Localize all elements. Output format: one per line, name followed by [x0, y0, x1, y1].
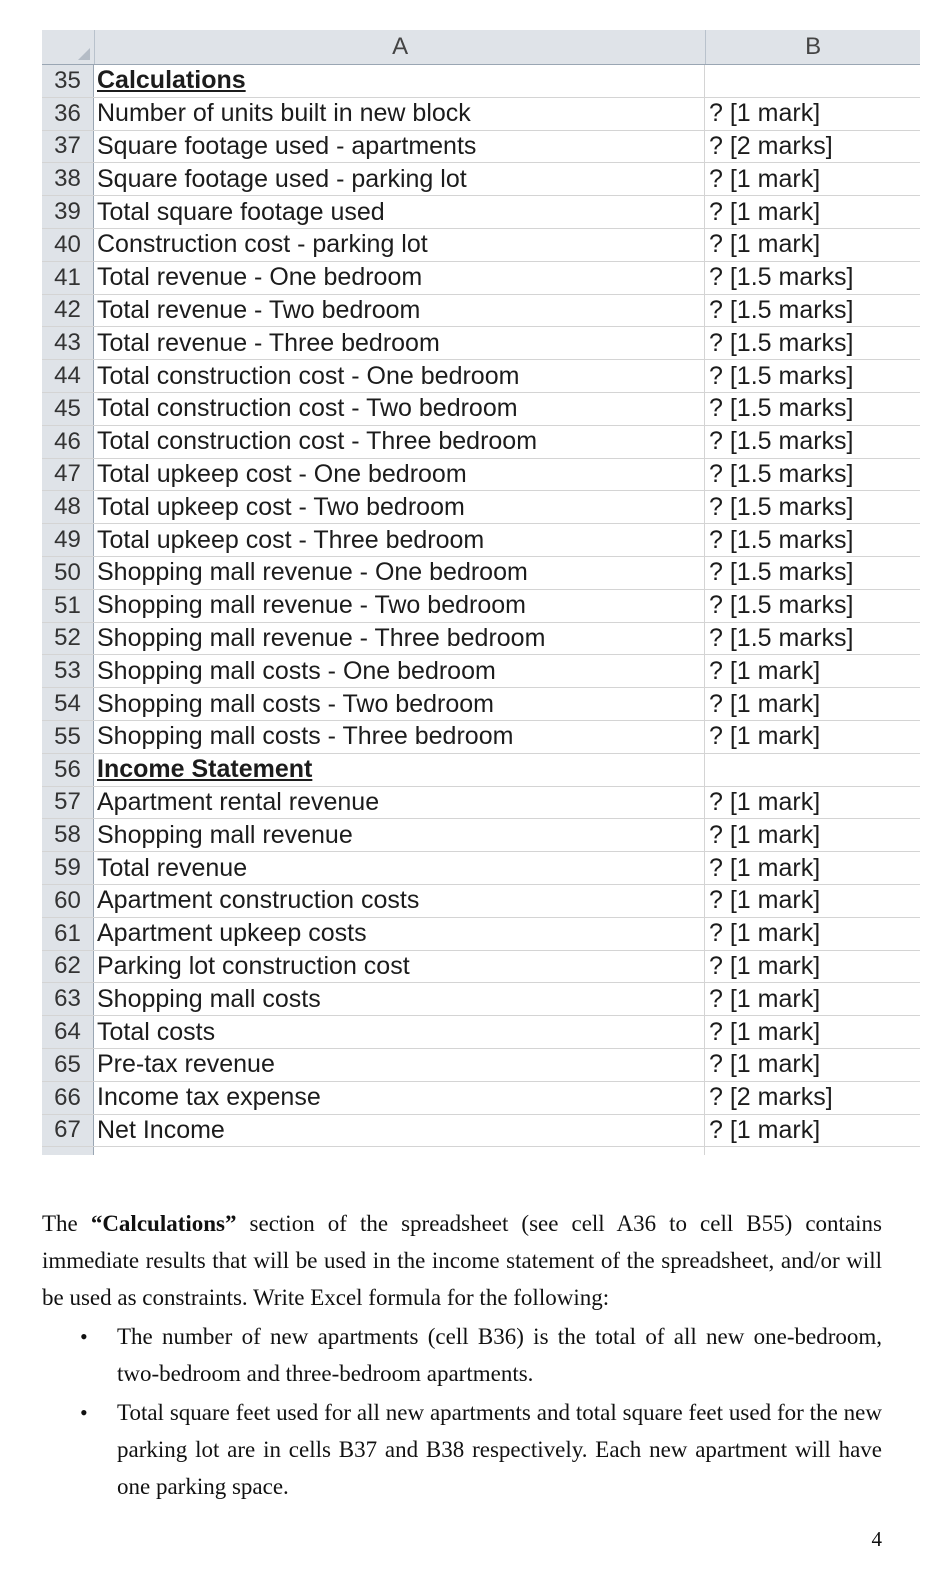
- table-row: [42, 491, 920, 524]
- value-cell[interactable]: ? [1 mark]: [709, 164, 821, 193]
- value-cell[interactable]: ? [1 mark]: [709, 230, 821, 259]
- value-cell[interactable]: [705, 65, 919, 97]
- value-cell[interactable]: ? [1 mark]: [709, 1050, 821, 1079]
- label-cell[interactable]: Apartment upkeep costs: [94, 918, 705, 950]
- value-cell[interactable]: ? [1.5 marks]: [709, 492, 854, 521]
- value-cell[interactable]: ? [1 mark]: [709, 787, 821, 816]
- row-header[interactable]: 57: [42, 787, 94, 819]
- table-row: [42, 1049, 920, 1082]
- row-header[interactable]: 54: [42, 688, 94, 720]
- label-cell[interactable]: Shopping mall costs: [94, 983, 705, 1015]
- spreadsheet-rows: [42, 65, 920, 1147]
- cell-filler: [705, 1147, 919, 1155]
- row-header[interactable]: 38: [42, 163, 94, 195]
- label-cell[interactable]: Apartment construction costs: [94, 885, 705, 917]
- value-cell[interactable]: ? [1.5 marks]: [709, 361, 854, 390]
- label-cell[interactable]: Total construction cost - Two bedroom: [94, 393, 705, 425]
- table-row: [42, 951, 920, 984]
- value-cell[interactable]: ? [1.5 marks]: [709, 263, 854, 292]
- label-cell[interactable]: Shopping mall revenue - Two bedroom: [94, 590, 705, 622]
- table-row: [42, 819, 920, 852]
- value-cell[interactable]: ? [1 mark]: [709, 919, 821, 948]
- row-header[interactable]: 39: [42, 196, 94, 228]
- table-row: [42, 721, 920, 754]
- table-row: [42, 327, 920, 360]
- row-header[interactable]: 36: [42, 98, 94, 130]
- row-header[interactable]: 35: [42, 65, 94, 97]
- label-cell[interactable]: Shopping mall revenue - One bedroom: [94, 557, 705, 589]
- row-header[interactable]: 43: [42, 327, 94, 359]
- value-cell[interactable]: ? [1.5 marks]: [709, 623, 854, 652]
- select-all-triangle-icon: [78, 48, 90, 60]
- value-cell[interactable]: ? [1.5 marks]: [709, 427, 854, 456]
- table-row: [42, 98, 920, 131]
- table-row: [42, 557, 920, 590]
- value-cell[interactable]: ? [1.5 marks]: [709, 328, 854, 357]
- column-header-b[interactable]: B: [805, 33, 822, 60]
- table-row: [42, 754, 920, 787]
- row-header[interactable]: 44: [42, 360, 94, 392]
- label-cell[interactable]: Net Income: [94, 1115, 705, 1147]
- table-row: [42, 393, 920, 426]
- value-cell[interactable]: ? [1.5 marks]: [709, 558, 854, 587]
- row-header[interactable]: 45: [42, 393, 94, 425]
- row-header[interactable]: 60: [42, 885, 94, 917]
- table-row: [42, 524, 920, 557]
- intro-bold-term: “Calculations”: [90, 1211, 237, 1236]
- label-cell[interactable]: Square footage used - apartments: [94, 131, 705, 163]
- label-cell[interactable]: Construction cost - parking lot: [94, 229, 705, 261]
- page-number: 4: [871, 1527, 882, 1551]
- row-header[interactable]: 48: [42, 491, 94, 523]
- label-cell[interactable]: Number of units built in new block: [94, 98, 705, 130]
- select-all-corner[interactable]: [42, 30, 95, 64]
- row-header[interactable]: 40: [42, 229, 94, 261]
- value-cell[interactable]: ? [1.5 marks]: [709, 591, 854, 620]
- row-header[interactable]: 41: [42, 262, 94, 294]
- intro-suffix: section of the spreadsheet (see cell A36 to cell B55) contains immediate results that will be used in the income statement of the spreadsheet, and/or will be used as constraints. Write Excel formula for the following:: [42, 1211, 882, 1310]
- table-row: [42, 65, 920, 98]
- row-header[interactable]: 53: [42, 655, 94, 687]
- bullet-icon: •: [80, 1324, 88, 1349]
- value-cell[interactable]: ? [1.5 marks]: [709, 394, 854, 423]
- label-cell[interactable]: Total revenue: [94, 852, 705, 884]
- list-item-text: The number of new apartments (cell B36) is the total of all new one-bedroom, two-bedroom and three-bedroom apartments.: [117, 1324, 882, 1386]
- table-row: [42, 655, 920, 688]
- row-header[interactable]: 51: [42, 590, 94, 622]
- table-row: [42, 623, 920, 656]
- row-header-filler: [42, 1147, 94, 1155]
- value-cell[interactable]: ? [1 mark]: [709, 689, 821, 718]
- table-row: [42, 852, 920, 885]
- label-cell[interactable]: Total costs: [94, 1016, 705, 1048]
- row-header[interactable]: 55: [42, 721, 94, 753]
- label-cell[interactable]: Total construction cost - Three bedroom: [94, 426, 705, 458]
- column-header-a[interactable]: A: [95, 30, 706, 64]
- value-cell[interactable]: ? [1 mark]: [709, 722, 821, 751]
- label-cell[interactable]: Total revenue - Two bedroom: [94, 295, 705, 327]
- label-cell[interactable]: Total upkeep cost - One bedroom: [94, 459, 705, 491]
- table-row: [42, 1016, 920, 1049]
- label-cell[interactable]: Total square footage used: [94, 196, 705, 228]
- document-body: [42, 1205, 882, 1505]
- row-header[interactable]: 52: [42, 623, 94, 655]
- table-row: [42, 360, 920, 393]
- value-cell[interactable]: ? [1 mark]: [709, 197, 821, 226]
- column-header-row: [42, 30, 920, 65]
- value-cell[interactable]: ? [1.5 marks]: [709, 459, 854, 488]
- section-heading-cell[interactable]: Calculations: [94, 65, 705, 97]
- value-cell[interactable]: ? [1.5 marks]: [709, 525, 854, 554]
- bullet-icon: •: [80, 1400, 88, 1425]
- row-header[interactable]: 63: [42, 983, 94, 1015]
- label-cell[interactable]: Total revenue - One bedroom: [94, 262, 705, 294]
- table-row: [42, 787, 920, 820]
- intro-prefix: The: [42, 1211, 91, 1236]
- table-row: [42, 229, 920, 262]
- cell-filler: [94, 1147, 705, 1155]
- label-cell[interactable]: Shopping mall revenue - Three bedroom: [94, 623, 705, 655]
- table-row: [42, 1115, 920, 1148]
- value-cell[interactable]: ? [1 mark]: [709, 886, 821, 915]
- label-cell[interactable]: Apartment rental revenue: [94, 787, 705, 819]
- label-cell[interactable]: Square footage used - parking lot: [94, 163, 705, 195]
- table-row: [42, 983, 920, 1016]
- table-row: [42, 918, 920, 951]
- spreadsheet-bottom-edge: [42, 1147, 920, 1155]
- value-cell[interactable]: ? [2 marks]: [709, 131, 833, 160]
- label-cell[interactable]: Income tax expense: [94, 1082, 705, 1114]
- value-cell[interactable]: [705, 754, 919, 786]
- table-row: [42, 885, 920, 918]
- row-header[interactable]: 65: [42, 1049, 94, 1081]
- value-cell[interactable]: ? [1 mark]: [709, 984, 821, 1013]
- table-row: [42, 163, 920, 196]
- row-header[interactable]: 67: [42, 1115, 94, 1147]
- row-header[interactable]: 50: [42, 557, 94, 589]
- value-cell[interactable]: ? [2 marks]: [709, 1083, 833, 1112]
- row-header[interactable]: 49: [42, 524, 94, 556]
- value-cell[interactable]: ? [1.5 marks]: [709, 295, 854, 324]
- value-cell[interactable]: ? [1 mark]: [709, 853, 821, 882]
- table-row: [42, 688, 920, 721]
- value-cell[interactable]: ? [1 mark]: [709, 656, 821, 685]
- table-row: [42, 1082, 920, 1115]
- value-cell[interactable]: ? [1 mark]: [709, 1017, 821, 1046]
- row-header[interactable]: 46: [42, 426, 94, 458]
- row-header[interactable]: 64: [42, 1016, 94, 1048]
- value-cell[interactable]: ? [1 mark]: [709, 1115, 821, 1144]
- spreadsheet: [42, 30, 920, 1155]
- table-row: [42, 131, 920, 164]
- row-header[interactable]: 61: [42, 918, 94, 950]
- label-cell[interactable]: Pre-tax revenue: [94, 1049, 705, 1081]
- row-header[interactable]: 62: [42, 951, 94, 983]
- label-cell[interactable]: Parking lot construction cost: [94, 951, 705, 983]
- label-cell[interactable]: Total upkeep cost - Two bedroom: [94, 491, 705, 523]
- label-cell[interactable]: Total construction cost - One bedroom: [94, 360, 705, 392]
- table-row: [42, 196, 920, 229]
- label-cell[interactable]: Total revenue - Three bedroom: [94, 327, 705, 359]
- row-header[interactable]: 37: [42, 131, 94, 163]
- section-heading-cell[interactable]: Income Statement: [94, 754, 705, 786]
- row-header[interactable]: 58: [42, 819, 94, 851]
- row-header[interactable]: 47: [42, 459, 94, 491]
- value-cell[interactable]: ? [1 mark]: [709, 951, 821, 980]
- table-row: [42, 459, 920, 492]
- value-cell[interactable]: ? [1 mark]: [709, 820, 821, 849]
- table-row: [42, 262, 920, 295]
- row-header[interactable]: 66: [42, 1082, 94, 1114]
- label-cell[interactable]: Shopping mall costs - Two bedroom: [94, 688, 705, 720]
- intro-paragraph: [42, 1205, 882, 1316]
- table-row: [42, 295, 920, 328]
- row-header[interactable]: 59: [42, 852, 94, 884]
- list-item: [42, 1394, 882, 1505]
- row-header[interactable]: 42: [42, 295, 94, 327]
- instruction-list: [42, 1318, 882, 1505]
- label-cell[interactable]: Shopping mall revenue: [94, 819, 705, 851]
- row-header[interactable]: 56: [42, 754, 94, 786]
- value-cell[interactable]: ? [1 mark]: [709, 99, 821, 128]
- table-row: [42, 426, 920, 459]
- table-row: [42, 590, 920, 623]
- label-cell[interactable]: Total upkeep cost - Three bedroom: [94, 524, 705, 556]
- label-cell[interactable]: Shopping mall costs - Three bedroom: [94, 721, 705, 753]
- label-cell[interactable]: Shopping mall costs - One bedroom: [94, 655, 705, 687]
- list-item-text: Total square feet used for all new apartments and total square feet used for the new parking lot are in cells B37 and B38 respectively. Each new apartment will have one parking space.: [117, 1400, 882, 1499]
- list-item: [42, 1318, 882, 1392]
